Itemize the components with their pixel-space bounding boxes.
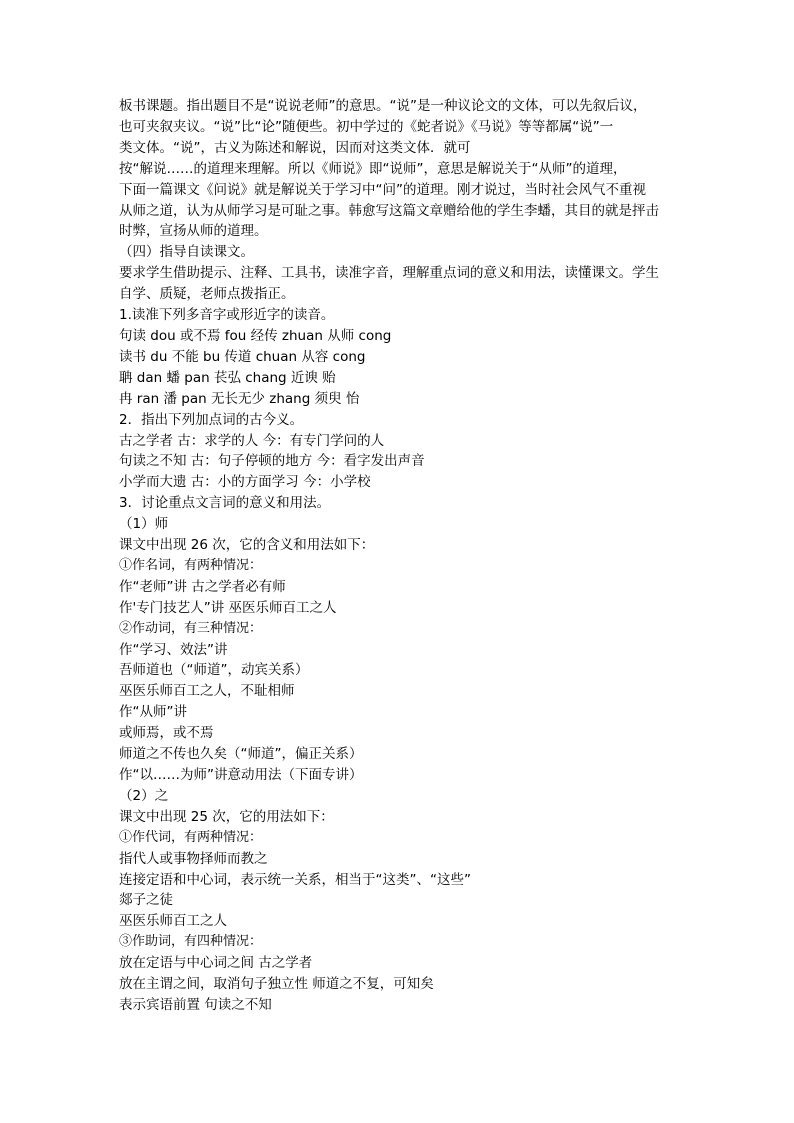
text-line: 聃 dan 蟠 pan 苌弘 chang 近谀 贻 (119, 369, 336, 386)
text-line: 或师焉，或不焉 (119, 725, 214, 742)
text-line: 放在定语与中心词之间 古之学者 (119, 955, 313, 972)
text-line: 师道之不传也久矣（“师道”，偏正关系） (119, 746, 363, 763)
text-line: 郯子之徒 (119, 892, 173, 909)
document-body (119, 96, 679, 1016)
text-line: 要求学生借助提示、注释、工具书，读准字音，理解重点词的意义和用法，读懂课文。学生 (119, 265, 659, 282)
text-line: 冉 ran 潘 pan 无长无少 zhang 须臾 怡 (119, 390, 360, 407)
text-line: 小学而大遗 古：小的方面学习 今：小学校 (119, 474, 371, 491)
text-line: 作“从师”讲 (119, 704, 187, 721)
text-line: （2）之 (119, 787, 169, 804)
text-line: 读书 du 不能 bu 传道 chuan 从容 cong (119, 348, 366, 365)
text-line: 句读 dou 或不焉 fou 经传 zhuan 从师 cong (119, 327, 392, 344)
text-line: ①作名词，有两种情况： (119, 557, 263, 573)
text-line: 巫医乐师百工之人 (119, 913, 227, 930)
text-line: 课文中出现 26 次，它的含义和用法如下： (119, 537, 375, 554)
text-line: （四）指导自读课文。 (119, 244, 254, 261)
text-line: 3．讨论重点文言词的意义和用法。 (119, 495, 331, 512)
text-line: 2．指出下列加点词的古今义。 (119, 411, 304, 428)
text-line: 作“老师”讲 古之学者必有师 (119, 578, 286, 595)
text-line: 课文中出现 25 次，它的用法如下： (119, 808, 334, 825)
text-line: 类文体。“说”，古义为陈述和解说，因而对这类文体．就可 (119, 139, 471, 156)
text-line: 指代人或事物择师而教之 (119, 850, 268, 867)
text-line: ③作助词，有四种情况： (119, 934, 263, 950)
text-line: 表示宾语前置 句读之不知 (119, 996, 272, 1013)
text-line: 也可夹叙夹议。“说”比“论”随便些。初中学过的《蛇者说》《马说》等等都属“说”一 (119, 118, 614, 135)
text-line: 1.读准下列多音字或形近字的读音。 (119, 307, 335, 324)
text-line: 巫医乐师百工之人，不耻相师 (119, 683, 295, 700)
text-line: ①作代词，有两种情况： (119, 829, 263, 845)
text-line: 自学、质疑，老师点拨指正。 (119, 286, 295, 303)
text-line: 时弊，宣扬从师的道理。 (119, 223, 268, 240)
text-line: 作'专门技艺人”讲 巫医乐师百工之人 (119, 599, 337, 616)
text-line: 古之学者 古：求学的人 今：有专门学问的人 (119, 432, 385, 449)
text-line: 下面一篇课文《问说》就是解说关于学习中“问”的道理。刚才说过，当时社会风气不重视 (119, 181, 646, 198)
text-line: （1）师 (119, 516, 169, 533)
text-line: 按“解说……的道理来理解。所以《师说》即“说师”，意思是解说关于“从师”的道理， (119, 160, 627, 177)
text-line: 从师之道，认为从师学习是可耻之事。韩愈写这篇文章赠给他的学生李蟠，其目的就是抨击 (119, 202, 659, 219)
text-line: 作“以……为师”讲意动用法（下面专讲） (119, 767, 363, 783)
text-line: 吾师道也（“师道”，动宾关系） (119, 662, 309, 679)
text-line: 板书课题。指出题目不是“说说老师”的意思。“说”是一种议论文的文体，可以先叙后议， (119, 98, 647, 114)
text-line: 句读之不知 古：句子停顿的地方 今：看字发出声音 (119, 453, 425, 470)
text-line: ②作动词，有三种情况： (119, 620, 263, 636)
text-line: 放在主谓之间，取消句子独立性 师道之不复，可知矣 (119, 976, 434, 993)
text-line: 作“学习、效法”讲 (119, 641, 228, 658)
text-line: 连接定语和中心词，表示统一关系，相当于“这类”、“这些” (119, 871, 471, 888)
